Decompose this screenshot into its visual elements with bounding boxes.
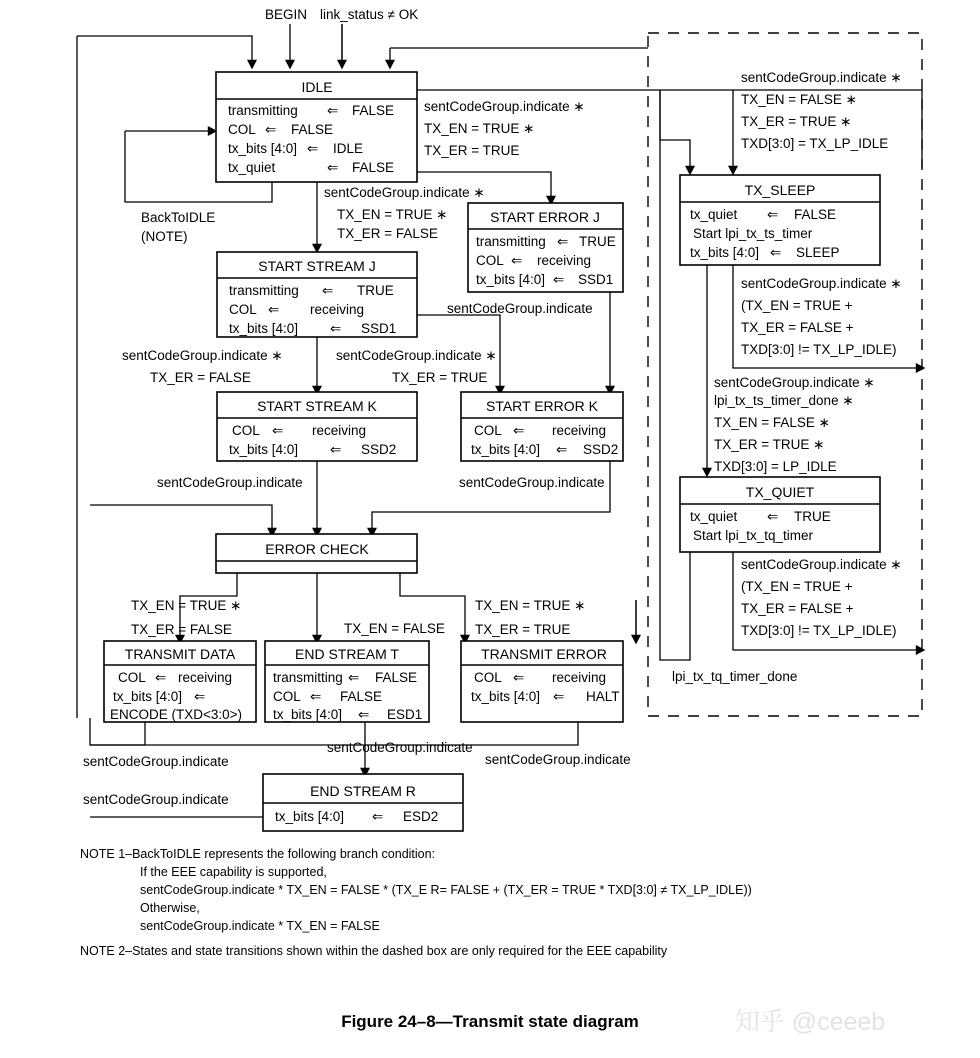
state-line: tx_bits [4:0] (113, 689, 183, 704)
state-arrow: ⇐ (322, 283, 334, 298)
svg-text:TX_ER = FALSE: TX_ER = FALSE (337, 226, 438, 241)
state-value: ESD2 (403, 809, 439, 824)
svg-text:sentCodeGroup.indicate: sentCodeGroup.indicate (447, 301, 593, 316)
state-line: tx_bits [4:0] (275, 809, 345, 824)
state-box-start-error-k[interactable] (461, 392, 623, 461)
svg-text:TX_EN = FALSE ∗: TX_EN = FALSE ∗ (714, 415, 830, 430)
state-arrow: ⇐ (553, 689, 565, 704)
svg-text:sentCodeGroup.indicate ∗: sentCodeGroup.indicate ∗ (741, 276, 902, 291)
state-arrow: ⇐ (770, 245, 782, 260)
state-title-transmit-data: TRANSMIT DATA (124, 646, 236, 662)
state-arrow: ⇐ (511, 253, 523, 268)
state-title-start-stream-k: START STREAM K (257, 398, 377, 414)
state-value: receiving (537, 253, 592, 268)
state-title-tx-quiet: TX_QUIET (745, 484, 815, 500)
svg-text:BackToIDLE: BackToIDLE (141, 210, 216, 225)
svg-text:sentCodeGroup.indicate ∗: sentCodeGroup.indicate ∗ (741, 70, 902, 85)
state-value: TRUE (579, 234, 616, 249)
state-value: SSD2 (361, 442, 397, 457)
svg-text:sentCodeGroup.indicate ∗: sentCodeGroup.indicate ∗ (336, 348, 497, 363)
state-value: FALSE (340, 689, 383, 704)
svg-text:TX_EN = TRUE ∗: TX_EN = TRUE ∗ (424, 121, 535, 136)
state-line: ENCODE (TXD<3:0>) (110, 707, 243, 722)
state-box-end-stream-r[interactable] (263, 774, 463, 831)
notes-block (80, 847, 752, 958)
note-line: sentCodeGroup.indicate * TX_EN = FALSE (140, 919, 380, 933)
state-value: FALSE (291, 122, 334, 137)
state-title-tx-sleep: TX_SLEEP (744, 182, 816, 198)
transition-label-idle-to-tx-sleep (741, 70, 902, 151)
state-box-tx-quiet[interactable] (680, 477, 880, 552)
state-arrow: ⇐ (327, 160, 339, 175)
svg-text:(TX_EN = TRUE +: (TX_EN = TRUE + (741, 579, 853, 594)
state-line: COL (273, 689, 301, 704)
state-arrow: ⇐ (310, 689, 322, 704)
transition-label-start-stream-j-to-start-error-k (336, 348, 497, 385)
svg-text:sentCodeGroup.indicate: sentCodeGroup.indicate (83, 792, 229, 807)
svg-text:(NOTE): (NOTE) (141, 229, 188, 244)
state-line: Start lpi_tx_tq_timer (693, 528, 814, 543)
state-line: transmitting (476, 234, 546, 249)
state-box-transmit-error[interactable] (461, 641, 623, 722)
state-arrow: ⇐ (557, 234, 569, 249)
note-line: NOTE 2–States and state transitions shown within the dashed box are only required for the EEE capability (80, 944, 668, 958)
state-line: COL (232, 423, 260, 438)
state-line: transmitting (273, 670, 343, 685)
state-box-idle[interactable] (216, 72, 417, 182)
transition-label-start-error-k-to-error-check (459, 475, 605, 490)
svg-text:TXD[3:0] = LP_IDLE: TXD[3:0] = LP_IDLE (714, 459, 837, 474)
svg-text:lpi_tx_tq_timer_done: lpi_tx_tq_timer_done (672, 669, 798, 684)
transition-label-lpi-tq-timer-done (672, 669, 797, 684)
transition-label-idle-to-start-error-j (424, 99, 585, 158)
note-line: If the EEE capability is supported, (140, 865, 327, 879)
state-line: Start lpi_tx_ts_timer (693, 226, 813, 241)
state-value: SSD1 (361, 321, 397, 336)
state-title-end-stream-t: END STREAM T (295, 646, 399, 662)
svg-text:sentCodeGroup.indicate ∗: sentCodeGroup.indicate ∗ (741, 557, 902, 572)
state-value: SLEEP (796, 245, 840, 260)
transition-label-back-to-idle (141, 210, 215, 244)
state-title-start-error-k: START ERROR K (485, 398, 599, 414)
state-value: receiving (310, 302, 365, 317)
state-value: SSD1 (578, 272, 614, 287)
svg-text:TXD[3:0] != TX_LP_IDLE): TXD[3:0] != TX_LP_IDLE) (741, 623, 897, 638)
state-line: tx_bits [4:0] (471, 689, 541, 704)
state-arrow: ⇐ (330, 321, 342, 336)
state-value: FALSE (375, 670, 418, 685)
state-arrow: ⇐ (358, 707, 370, 722)
transition-label-end-stream-t-to-end-stream-r (327, 740, 473, 755)
svg-text:sentCodeGroup.indicate: sentCodeGroup.indicate (83, 754, 229, 769)
transition-label-tx-sleep-to-exit (741, 276, 902, 357)
transition-label-start-stream-k-to-error-check (157, 475, 303, 490)
state-arrow: ⇐ (348, 670, 360, 685)
transition-label-transmit-error-loop (485, 752, 631, 767)
state-arrow: ⇐ (307, 141, 319, 156)
state-value: FALSE (794, 207, 837, 222)
state-line: tx_bits [4:0] (228, 141, 298, 156)
state-value: IDLE (333, 141, 364, 156)
svg-text:TX_ER = FALSE: TX_ER = FALSE (131, 622, 232, 637)
svg-text:TX_ER = TRUE ∗: TX_ER = TRUE ∗ (741, 114, 852, 129)
transition-label-tx-quiet-to-exit (741, 557, 902, 638)
transition-label-start-error-j-to-start-error-k (447, 301, 593, 316)
state-box-start-stream-j[interactable] (217, 252, 417, 337)
svg-text:TXD[3:0] = TX_LP_IDLE: TXD[3:0] = TX_LP_IDLE (741, 136, 889, 151)
state-value: receiving (312, 423, 367, 438)
state-line: COL (474, 670, 502, 685)
state-line: COL (118, 670, 146, 685)
svg-text:sentCodeGroup.indicate ∗: sentCodeGroup.indicate ∗ (714, 375, 875, 390)
state-arrow: ⇐ (767, 207, 779, 222)
svg-text:TX_ER = TRUE: TX_ER = TRUE (392, 370, 488, 385)
state-value: FALSE (352, 160, 395, 175)
state-line: transmitting (229, 283, 299, 298)
state-line: tx_bits [4:0] (471, 442, 541, 457)
state-value: SSD2 (583, 442, 619, 457)
state-value: HALT (586, 689, 620, 704)
state-value: receiving (552, 423, 607, 438)
state-value: receiving (178, 670, 233, 685)
figure-caption: Figure 24–8—Transmit state diagram (341, 1012, 639, 1031)
svg-text:sentCodeGroup.indicate ∗: sentCodeGroup.indicate ∗ (324, 185, 485, 200)
state-box-start-error-j[interactable] (468, 203, 623, 292)
state-arrow: ⇐ (556, 442, 568, 457)
svg-text:sentCodeGroup.indicate: sentCodeGroup.indicate (327, 740, 473, 755)
state-line: transmitting (228, 103, 298, 118)
svg-text:TX_ER = FALSE: TX_ER = FALSE (150, 370, 251, 385)
transition-label-error-check-to-end-stream-t (344, 621, 445, 636)
svg-text:TX_EN = FALSE ∗: TX_EN = FALSE ∗ (741, 92, 857, 107)
state-value: TRUE (357, 283, 394, 298)
state-line: tx_quiet (228, 160, 276, 175)
transition-label-error-check-to-transmit-data (131, 598, 241, 637)
state-line: COL (476, 253, 504, 268)
state-line: COL (229, 302, 257, 317)
state-arrow: ⇐ (767, 509, 779, 524)
svg-text:TX_ER = FALSE +: TX_ER = FALSE + (741, 320, 854, 335)
state-box-error-check[interactable] (216, 534, 417, 573)
svg-text:TX_ER = TRUE: TX_ER = TRUE (475, 622, 571, 637)
state-arrow: ⇐ (194, 689, 206, 704)
svg-text:TX_EN = TRUE ∗: TX_EN = TRUE ∗ (337, 207, 448, 222)
svg-text:TX_EN = TRUE ∗: TX_EN = TRUE ∗ (475, 598, 586, 613)
state-value: TRUE (794, 509, 831, 524)
transition-label-error-check-to-transmit-error (475, 598, 585, 637)
state-line: tx_bits [4:0] (476, 272, 546, 287)
transition-label-start-stream-j-to-start-stream-k (122, 348, 283, 385)
state-value: receiving (552, 670, 607, 685)
state-value: ESD1 (387, 707, 423, 722)
state-line: COL (228, 122, 256, 137)
state-arrow: ⇐ (513, 670, 525, 685)
entry-label-begin: BEGIN (265, 7, 308, 22)
state-title-start-error-j: START ERROR J (490, 209, 600, 225)
state-line: COL (474, 423, 502, 438)
watermark: 知乎 @ceeeb (734, 1008, 886, 1036)
state-arrow: ⇐ (372, 809, 384, 824)
svg-text:TX_ER = FALSE +: TX_ER = FALSE + (741, 601, 854, 616)
state-line: tx_bits [4:0] (690, 245, 760, 260)
svg-text:TX_ER = TRUE ∗: TX_ER = TRUE ∗ (714, 437, 825, 452)
svg-text:sentCodeGroup.indicate ∗: sentCodeGroup.indicate ∗ (122, 348, 283, 363)
state-title-error-check: ERROR CHECK (265, 541, 369, 557)
note-line: NOTE 1–BackToIDLE represents the following branch condition: (80, 847, 436, 861)
state-line: tx_bits [4:0] (273, 707, 343, 722)
svg-text:TX_ER = TRUE: TX_ER = TRUE (424, 143, 520, 158)
state-line: tx_bits [4:0] (229, 321, 299, 336)
transition-label-transmit-data-loop (83, 754, 229, 769)
entry-label-link-status: link_status ≠ OK (320, 7, 419, 22)
state-arrow: ⇐ (513, 423, 525, 438)
svg-text:lpi_tx_ts_timer_done ∗: lpi_tx_ts_timer_done ∗ (714, 393, 854, 408)
transition-label-idle-to-start-stream-j (324, 185, 485, 241)
state-box-end-stream-t[interactable] (265, 641, 429, 722)
note-line: sentCodeGroup.indicate * TX_EN = FALSE * (TX_E R= FALSE + (TX_ER = TRUE * TXD[3:0] ≠ TX_LP_IDLE)) (140, 883, 752, 897)
svg-text:(TX_EN = TRUE +: (TX_EN = TRUE + (741, 298, 853, 313)
svg-text:TXD[3:0] != TX_LP_IDLE): TXD[3:0] != TX_LP_IDLE) (741, 342, 897, 357)
state-title-start-stream-j: START STREAM J (258, 258, 376, 274)
state-line: tx_bits [4:0] (229, 442, 299, 457)
state-arrow: ⇐ (327, 103, 339, 118)
transition-label-tx-sleep-to-tx-quiet (714, 375, 875, 474)
transition-label-end-stream-r-to-idle (83, 792, 229, 807)
state-arrow: ⇐ (272, 423, 284, 438)
state-title-idle: IDLE (301, 79, 333, 95)
state-arrow: ⇐ (265, 122, 277, 137)
state-arrow: ⇐ (553, 272, 565, 287)
svg-text:sentCodeGroup.indicate: sentCodeGroup.indicate (157, 475, 303, 490)
state-arrow: ⇐ (330, 442, 342, 457)
state-line: tx_quiet (690, 509, 738, 524)
svg-text:TX_EN = TRUE ∗: TX_EN = TRUE ∗ (131, 598, 242, 613)
state-line: tx_quiet (690, 207, 738, 222)
state-arrow: ⇐ (155, 670, 167, 685)
svg-text:sentCodeGroup.indicate: sentCodeGroup.indicate (485, 752, 631, 767)
svg-text:sentCodeGroup.indicate ∗: sentCodeGroup.indicate ∗ (424, 99, 585, 114)
state-box-start-stream-k[interactable] (217, 392, 417, 461)
state-value: FALSE (352, 103, 395, 118)
svg-text:TX_EN = FALSE: TX_EN = FALSE (344, 621, 445, 636)
state-box-transmit-data[interactable] (104, 641, 256, 722)
svg-text:sentCodeGroup.indicate: sentCodeGroup.indicate (459, 475, 605, 490)
state-box-tx-sleep[interactable] (680, 175, 880, 265)
note-line: Otherwise, (140, 901, 200, 915)
state-arrow: ⇐ (268, 302, 280, 317)
state-title-end-stream-r: END STREAM R (310, 783, 416, 799)
state-title-transmit-error: TRANSMIT ERROR (481, 646, 607, 662)
